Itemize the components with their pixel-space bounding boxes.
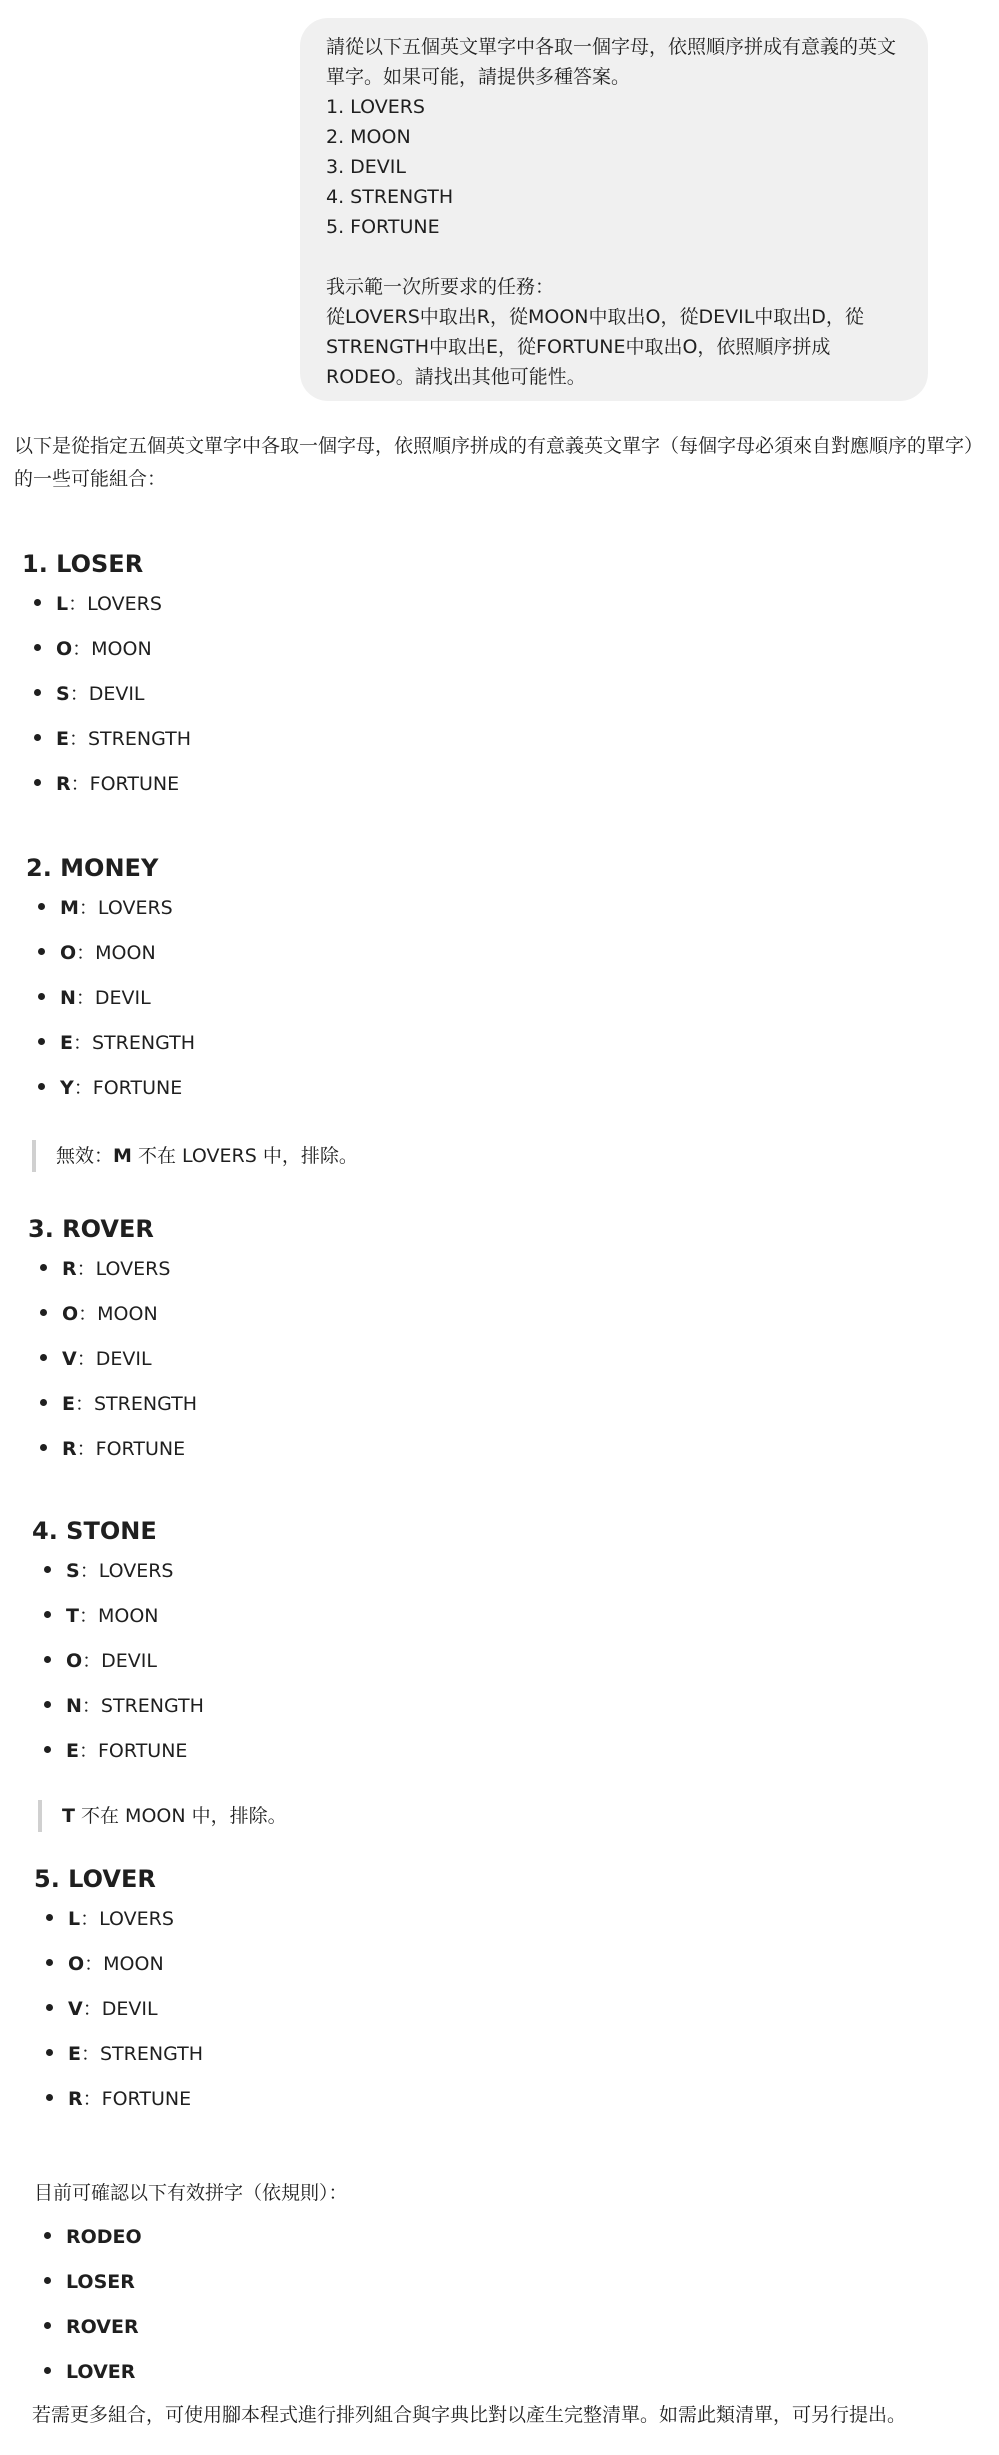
- section-title: 3. ROVER: [28, 1215, 154, 1243]
- letter: O: [68, 1953, 85, 1975]
- letter: O: [66, 1650, 83, 1672]
- source-word: ：FORTUNE: [70, 773, 180, 795]
- source-word: ：FORTUNE: [82, 2088, 192, 2110]
- source-word: ：LOVERS: [76, 1258, 171, 1280]
- letter: E: [68, 2043, 81, 2065]
- bullet-icon: [46, 2049, 53, 2056]
- source-word: ：LOVERS: [78, 897, 173, 919]
- note-prefix: 無效：: [56, 1145, 114, 1167]
- blockquote-note: [32, 1140, 358, 1172]
- list-item: [40, 1300, 158, 1328]
- closing-text: 若需更多組合，可使用腳本程式進行排列組合與字典比對以產生完整清單。如需此類清單，可另行提出。: [32, 2404, 907, 2426]
- valid-word-item: [44, 2268, 135, 2296]
- letter: E: [60, 1032, 73, 1054]
- list-item: [46, 1950, 164, 1978]
- list-item: [38, 1074, 182, 1102]
- source-word: ：STRENGTH: [68, 728, 192, 750]
- letter: N: [66, 1695, 82, 1717]
- letter: L: [56, 593, 69, 615]
- list-item: [46, 2040, 203, 2068]
- source-word: ：DEVIL: [76, 1348, 152, 1370]
- letter: O: [62, 1303, 79, 1325]
- valid-word: LOVER: [66, 2361, 136, 2383]
- source-word: ：LOVERS: [68, 593, 162, 615]
- bullet-icon: [44, 2232, 51, 2239]
- bullet-icon: [34, 779, 41, 786]
- bullet-icon: [44, 1656, 51, 1663]
- user-message-line: 5. FORTUNE: [326, 216, 440, 238]
- bullet-icon: [38, 1083, 45, 1090]
- list-item: [40, 1390, 197, 1418]
- source-word: ：MOON: [72, 638, 152, 660]
- list-item: [38, 894, 173, 922]
- letter: V: [68, 1998, 83, 2020]
- valid-word: RODEO: [66, 2226, 142, 2248]
- letter: E: [56, 728, 69, 750]
- section-title: 1. LOSER: [22, 550, 144, 578]
- source-word: ：FORTUNE: [73, 1077, 183, 1099]
- list-item: [34, 770, 179, 798]
- letter: R: [62, 1438, 77, 1460]
- bullet-icon: [44, 1611, 51, 1618]
- reply-intro: 以下是從指定五個英文單字中各取一個字母，依照順序拼成的有意義英文單字（每個字母必須來自對應順序的單字）的一些可能組合：: [14, 435, 984, 490]
- bullet-icon: [44, 1701, 51, 1708]
- bullet-icon: [40, 1309, 47, 1316]
- user-message-line: 4. STRENGTH: [326, 186, 454, 208]
- bullet-icon: [44, 2367, 51, 2374]
- source-word: ：MOON: [84, 1953, 164, 1975]
- bullet-icon: [38, 1038, 45, 1045]
- source-word: ：LOVERS: [80, 1908, 174, 1930]
- bullet-icon: [44, 1566, 51, 1573]
- source-word: ：DEVIL: [82, 1998, 158, 2020]
- user-message-line: 從LOVERS中取出R，從MOON中取出O，從DEVIL中取出D，從STRENGTH中取出E，從FORTUNE中取出O，依照順序拼成RODEO。請找出其他可能性。: [326, 306, 864, 388]
- bullet-icon: [46, 1914, 53, 1921]
- spacer: [326, 242, 904, 272]
- list-item: [34, 725, 191, 753]
- letter: L: [68, 1908, 81, 1930]
- letter: T: [66, 1605, 79, 1627]
- user-message-line: 3. DEVIL: [326, 156, 406, 178]
- source-word: ：MOON: [78, 1303, 158, 1325]
- list-item: [46, 1995, 158, 2023]
- list-item: [44, 1557, 173, 1585]
- letter: V: [62, 1348, 77, 1370]
- letter: Y: [60, 1077, 74, 1099]
- letter: R: [56, 773, 71, 795]
- list-item: [38, 1029, 195, 1057]
- source-word: ：LOVERS: [79, 1560, 174, 1582]
- list-item: [40, 1435, 185, 1463]
- bullet-icon: [44, 2322, 51, 2329]
- bullet-icon: [38, 948, 45, 955]
- valid-word: LOSER: [66, 2271, 135, 2293]
- list-item: [40, 1255, 170, 1283]
- bullet-icon: [34, 734, 41, 741]
- bullet-icon: [46, 1959, 53, 1966]
- list-item: [38, 984, 151, 1012]
- letter: R: [68, 2088, 83, 2110]
- letter: O: [56, 638, 73, 660]
- note-text: 不在 LOVERS 中，排除。: [131, 1145, 358, 1167]
- bullet-icon: [38, 993, 45, 1000]
- note-letter: M: [113, 1145, 132, 1167]
- section-title: 5. LOVER: [34, 1865, 156, 1893]
- bullet-icon: [40, 1444, 47, 1451]
- letter: S: [56, 683, 70, 705]
- source-word: ：MOON: [76, 942, 156, 964]
- bullet-icon: [34, 644, 41, 651]
- letter: O: [60, 942, 77, 964]
- letter: E: [62, 1393, 75, 1415]
- source-word: ：DEVIL: [82, 1650, 157, 1672]
- list-item: [38, 939, 156, 967]
- bullet-icon: [44, 1746, 51, 1753]
- bullet-icon: [34, 689, 41, 696]
- bullet-icon: [46, 2004, 53, 2011]
- user-message-line: 我示範一次所要求的任務：: [326, 276, 555, 298]
- list-item: [46, 1905, 174, 1933]
- bullet-icon: [40, 1399, 47, 1406]
- section-title: 2. MONEY: [26, 854, 159, 882]
- source-word: ：STRENGTH: [74, 1393, 198, 1415]
- list-item: [44, 1737, 187, 1765]
- letter: M: [60, 897, 79, 919]
- bullet-icon: [34, 599, 41, 606]
- note-letter: T: [62, 1805, 75, 1827]
- source-word: ：STRENGTH: [72, 1032, 196, 1054]
- valid-word: ROVER: [66, 2316, 139, 2338]
- valid-word-item: [44, 2223, 142, 2251]
- user-message-line: 1. LOVERS: [326, 96, 425, 118]
- list-item: [44, 1647, 157, 1675]
- source-word: ：FORTUNE: [76, 1438, 186, 1460]
- source-word: ：STRENGTH: [81, 1695, 204, 1717]
- valid-word-item: [44, 2313, 139, 2341]
- bullet-icon: [46, 2094, 53, 2101]
- letter: N: [60, 987, 76, 1009]
- bullet-icon: [40, 1264, 47, 1271]
- summary-intro: 目前可確認以下有效拼字（依規則）：: [34, 2182, 348, 2204]
- bullet-icon: [44, 2277, 51, 2284]
- bullet-icon: [38, 903, 45, 910]
- list-item: [44, 1692, 204, 1720]
- source-word: ：DEVIL: [75, 987, 151, 1009]
- list-item: [34, 590, 162, 618]
- list-item: [44, 1602, 159, 1630]
- blockquote-note: [38, 1800, 287, 1832]
- section-title: 4. STONE: [32, 1517, 157, 1545]
- user-message-line: 請從以下五個英文單字中各取一個字母，依照順序拼成有意義的英文單字。如果可能，請提供多種答案。: [326, 36, 897, 88]
- list-item: [34, 635, 152, 663]
- source-word: ：FORTUNE: [78, 1740, 188, 1762]
- letter: E: [66, 1740, 79, 1762]
- user-message-line: 2. MOON: [326, 126, 411, 148]
- list-item: [34, 680, 145, 708]
- list-item: [46, 2085, 191, 2113]
- note-text: 不在 MOON 中，排除。: [74, 1805, 287, 1827]
- letter: R: [62, 1258, 77, 1280]
- source-word: ：DEVIL: [69, 683, 145, 705]
- bullet-icon: [40, 1354, 47, 1361]
- source-word: ：MOON: [78, 1605, 159, 1627]
- list-item: [40, 1345, 152, 1373]
- source-word: ：STRENGTH: [80, 2043, 204, 2065]
- user-message-bubble: [300, 18, 928, 401]
- letter: S: [66, 1560, 80, 1582]
- valid-word-item: [44, 2358, 135, 2386]
